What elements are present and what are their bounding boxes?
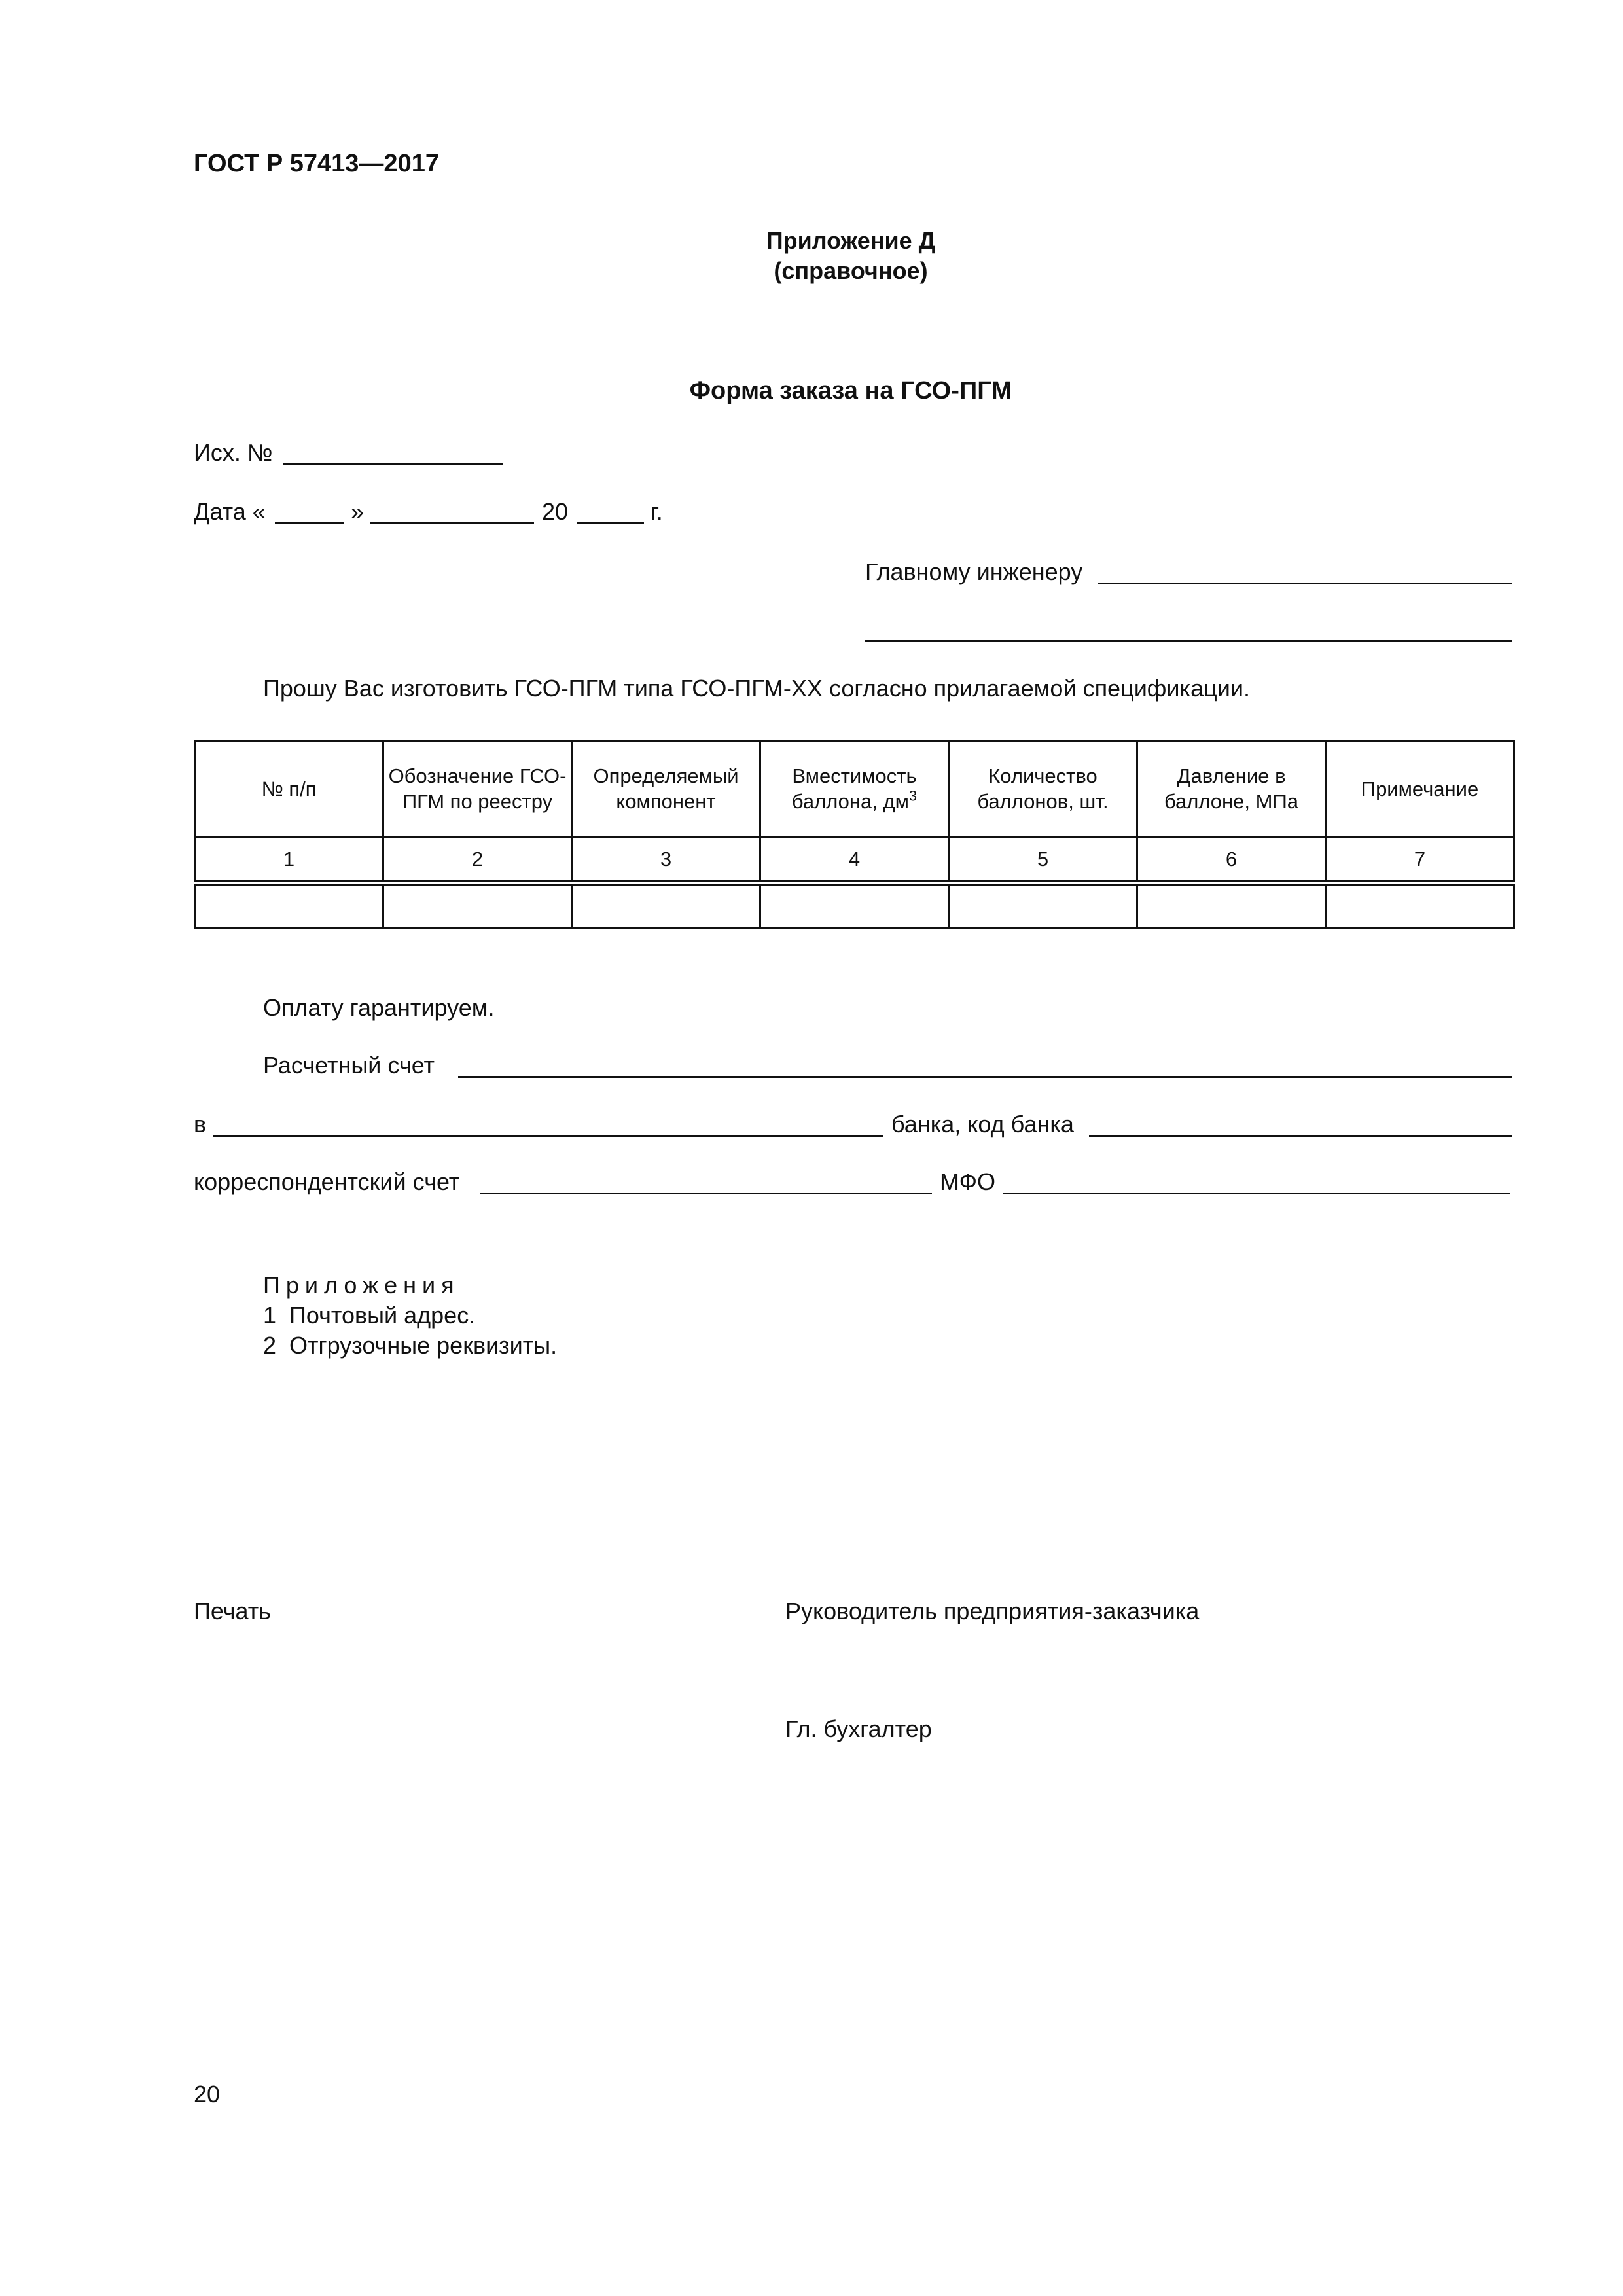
account-label: Расчетный счет (263, 1052, 435, 1079)
number-cell: 7 (1326, 837, 1514, 883)
empty-cell[interactable] (1137, 883, 1326, 929)
outgoing-no-line[interactable] (283, 463, 503, 465)
empty-cell[interactable] (195, 883, 383, 929)
accountant-signature-label: Гл. бухгалтер (785, 1715, 932, 1742)
attachment-text: Почтовый адрес. (289, 1302, 476, 1329)
bank-name-line[interactable] (213, 1135, 883, 1137)
date-label: Дата « (194, 498, 266, 525)
bank-code-label: банка, код банка (891, 1111, 1074, 1138)
mfo-label: МФО (940, 1168, 995, 1195)
appendix-subtitle: (справочное) (774, 257, 928, 284)
table-row[interactable] (195, 883, 1514, 929)
empty-cell[interactable] (572, 883, 760, 929)
addressee-line-2[interactable] (865, 640, 1512, 642)
addressee-line-1[interactable] (1098, 583, 1512, 584)
number-cell: 2 (383, 837, 572, 883)
header-cell: № п/п (195, 741, 383, 837)
date-year-suffix: г. (651, 498, 663, 525)
account-line[interactable] (458, 1076, 1512, 1078)
form-title: Форма заказа на ГСО-ПГМ (689, 377, 1012, 404)
head-signature-label: Руководитель предприятия-заказчика (785, 1598, 1200, 1624)
date-year-line[interactable] (577, 522, 644, 524)
table-header-row (195, 741, 1514, 837)
header-cell: Количество баллонов, шт. (949, 741, 1137, 837)
unit-superscript: 3 (908, 787, 918, 804)
header-cell-text: Вместимость баллона, дм (791, 764, 917, 813)
date-month-line[interactable] (370, 522, 534, 524)
date-year-prefix: 20 (542, 498, 569, 525)
attachment-item (263, 1331, 557, 1360)
request-text: Прошу Вас изготовить ГСО-ПГМ типа ГСО-ПГМ-ХХ согласно прилагаемой спецификации. (263, 675, 1250, 702)
corr-account-line[interactable] (480, 1193, 932, 1194)
number-cell: 1 (195, 837, 383, 883)
stamp-label: Печать (194, 1598, 271, 1624)
mfo-line[interactable] (1003, 1193, 1510, 1194)
appendix-title: Приложение Д (766, 227, 936, 254)
number-cell: 5 (949, 837, 1137, 883)
number-cell: 3 (572, 837, 760, 883)
specification-table (194, 740, 1515, 929)
date-day-line[interactable] (275, 522, 344, 524)
standard-id: ГОСТ Р 57413—2017 (194, 150, 439, 177)
header-cell: Определяемый компонент (572, 741, 760, 837)
attachment-text: Отгрузочные реквизиты. (289, 1332, 558, 1359)
header-cell: Давление в баллоне, МПа (1137, 741, 1326, 837)
attachment-item (263, 1301, 475, 1330)
bank-in-label: в (194, 1111, 207, 1138)
attachment-num: 1 (263, 1302, 277, 1329)
bank-code-line[interactable] (1089, 1135, 1512, 1137)
empty-cell[interactable] (383, 883, 572, 929)
date-quote-close: » (351, 498, 365, 525)
header-cell: Обозначение ГСО-ПГМ по реестру (383, 741, 572, 837)
addressee-label: Главному инженеру (865, 558, 1083, 585)
corr-account-label: корреспондентский счет (194, 1168, 460, 1195)
payment-guarantee: Оплату гарантируем. (263, 994, 495, 1021)
page-number: 20 (194, 2081, 221, 2108)
attachments-title: Приложения (263, 1272, 460, 1299)
empty-cell[interactable] (760, 883, 949, 929)
number-cell: 4 (760, 837, 949, 883)
header-cell-capacity (760, 741, 949, 837)
outgoing-no-label: Исх. № (194, 439, 273, 466)
empty-cell[interactable] (1326, 883, 1514, 929)
header-cell: Примечание (1326, 741, 1514, 837)
table-number-row (195, 837, 1514, 883)
empty-cell[interactable] (949, 883, 1137, 929)
number-cell: 6 (1137, 837, 1326, 883)
attachment-num: 2 (263, 1332, 277, 1359)
